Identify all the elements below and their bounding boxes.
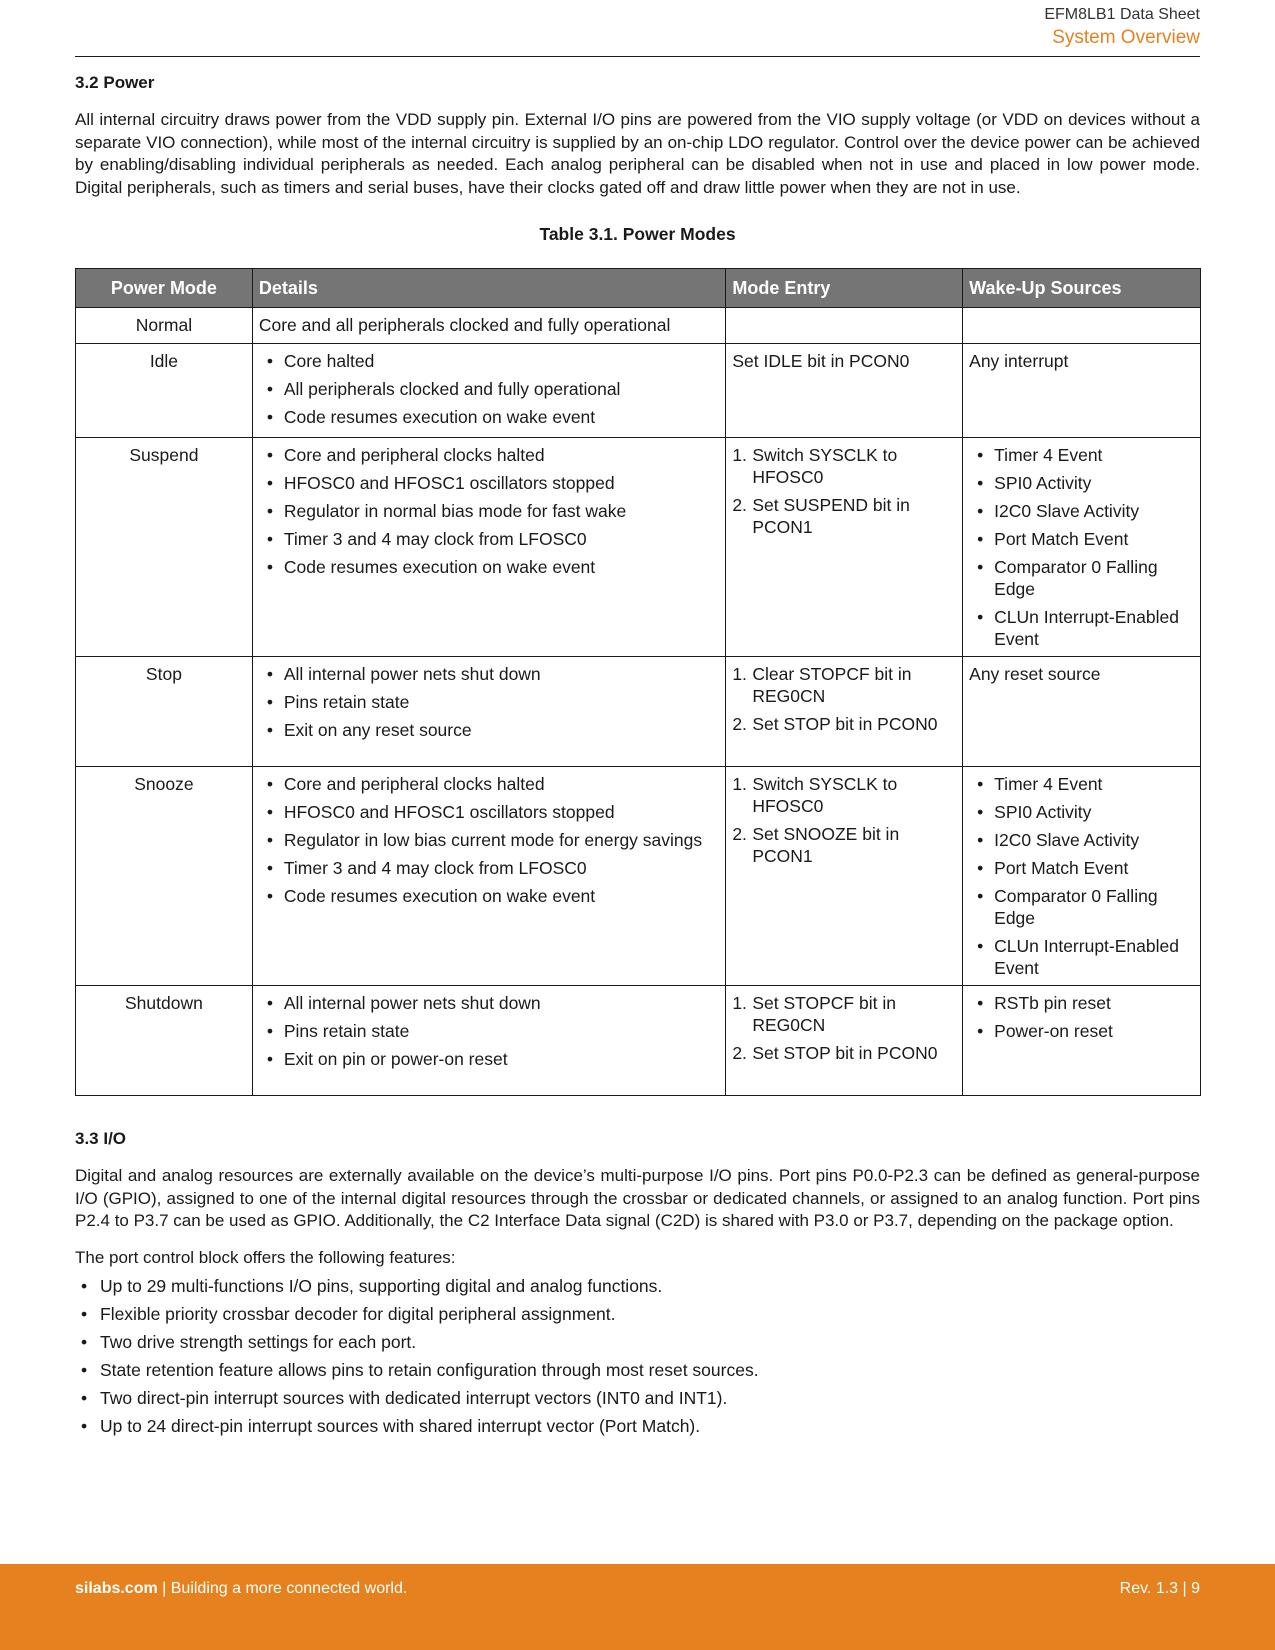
page-header bbox=[1044, 5, 1200, 50]
io-feature-list bbox=[75, 1275, 1200, 1437]
details-item: • Regulator in low bias current mode for energy savings bbox=[259, 829, 719, 851]
details-list bbox=[259, 444, 719, 578]
wake-up-item: • I2C0 Slave Activity bbox=[969, 829, 1194, 851]
table-row bbox=[76, 438, 1201, 657]
mode-entry-steps bbox=[732, 773, 956, 867]
wake-up-list bbox=[969, 992, 1194, 1042]
wake-up-item: • Timer 4 Event bbox=[969, 773, 1194, 795]
wake-up-item: • Comparator 0 Falling Edge bbox=[969, 885, 1194, 929]
details-item: • Timer 3 and 4 may clock from LFOSC0 bbox=[259, 528, 719, 550]
mode-entry-cell bbox=[726, 438, 963, 657]
table-row bbox=[76, 344, 1201, 438]
step-text: Set STOP bit in PCON0 bbox=[752, 714, 938, 734]
doc-title: EFM8LB1 Data Sheet bbox=[1044, 6, 1200, 23]
table-row bbox=[76, 986, 1201, 1096]
mode-entry-step bbox=[732, 773, 956, 817]
page-content bbox=[75, 72, 1200, 1443]
wake-up-cell bbox=[963, 344, 1201, 438]
wake-up-item: • SPI0 Activity bbox=[969, 472, 1194, 494]
mode-entry-step bbox=[732, 663, 956, 707]
table-caption: Table 3.1. Power Modes bbox=[539, 224, 736, 244]
io-heading: 3.3 I/O bbox=[75, 1129, 127, 1148]
table-row bbox=[76, 657, 1201, 767]
wake-up-item: • Timer 4 Event bbox=[969, 444, 1194, 466]
step-number: 2. bbox=[732, 824, 747, 844]
mode-entry-steps bbox=[732, 444, 956, 538]
wake-up-item: • Port Match Event bbox=[969, 857, 1194, 879]
wake-up-item: • SPI0 Activity bbox=[969, 801, 1194, 823]
power-mode-cell: Suspend bbox=[76, 438, 253, 657]
wake-up-item: • Comparator 0 Falling Edge bbox=[969, 556, 1194, 600]
details-cell bbox=[252, 344, 725, 438]
details-item: • Core halted bbox=[259, 350, 719, 372]
details-item: • All internal power nets shut down bbox=[259, 992, 719, 1014]
details-item: • Core and peripheral clocks halted bbox=[259, 444, 719, 466]
details-item: • Core and peripheral clocks halted bbox=[259, 773, 719, 795]
details-cell bbox=[252, 657, 725, 767]
power-mode-cell: Snooze bbox=[76, 767, 253, 986]
mode-entry-step bbox=[732, 1042, 956, 1064]
footer-left bbox=[75, 1580, 407, 1598]
wake-up-cell bbox=[963, 767, 1201, 986]
io-feature-item: • Two drive strength settings for each port. bbox=[75, 1331, 1200, 1353]
wake-up-cell bbox=[963, 308, 1201, 344]
io-feature-item: • Two direct-pin interrupt sources with dedicated interrupt vectors (INT0 and INT1). bbox=[75, 1387, 1200, 1409]
page-footer bbox=[0, 1564, 1275, 1650]
details-item: • Exit on any reset source bbox=[259, 719, 719, 741]
step-number: 1. bbox=[732, 664, 747, 684]
io-intro: The port control block offers the following features: bbox=[75, 1247, 456, 1267]
details-list bbox=[259, 773, 719, 907]
details-item: • Code resumes execution on wake event bbox=[259, 556, 719, 578]
wake-up-item: • RSTb pin reset bbox=[969, 992, 1194, 1014]
mode-entry-cell bbox=[726, 308, 963, 344]
step-text: Set STOPCF bit in REG0CN bbox=[752, 993, 896, 1035]
step-number: 1. bbox=[732, 445, 747, 465]
details-item: • Regulator in normal bias mode for fast wake bbox=[259, 500, 719, 522]
table-header-row bbox=[76, 269, 1201, 308]
details-item: • All peripherals clocked and fully operational bbox=[259, 378, 719, 400]
io-feature-item: • State retention feature allows pins to retain configuration through most reset sources. bbox=[75, 1359, 1200, 1381]
io-paragraph: Digital and analog resources are externally available on the device’s multi-purpose I/O pins. Port pins P0.0-P2.3 can be defined as general-purpose I/O (GPIO), assigned to one of the internal digital resources through the crossbar or dedicated channels, or assigned to an analog function. Port pins P2.4 to P3.7 can be used as GPIO. Additionally, the C2 Interface Data signal (C2D) is shared with P3.0 or P3.7, depending on the package option. bbox=[75, 1166, 1200, 1230]
details-cell bbox=[252, 767, 725, 986]
step-text: Set SUSPEND bit in PCON1 bbox=[752, 495, 910, 537]
step-number: 2. bbox=[732, 714, 747, 734]
power-mode-cell: Shutdown bbox=[76, 986, 253, 1096]
mode-entry-cell bbox=[726, 767, 963, 986]
step-text: Set SNOOZE bit in PCON1 bbox=[752, 824, 900, 866]
footer-separator: | bbox=[157, 1580, 171, 1597]
details-list bbox=[259, 350, 719, 428]
power-modes-table bbox=[75, 268, 1201, 1096]
details-cell bbox=[252, 986, 725, 1096]
section-title: System Overview bbox=[1052, 27, 1200, 48]
wake-up-cell bbox=[963, 657, 1201, 767]
column-header: Mode Entry bbox=[726, 269, 963, 308]
details-list bbox=[259, 992, 719, 1070]
mode-entry-step bbox=[732, 494, 956, 538]
mode-entry-step bbox=[732, 713, 956, 735]
details-text: Core and all peripherals clocked and fully operational bbox=[258, 315, 671, 335]
wake-up-cell bbox=[963, 986, 1201, 1096]
step-text: Switch SYSCLK to HFOSC0 bbox=[752, 445, 898, 487]
footer-revision: Rev. 1.3 | 9 bbox=[1119, 1580, 1200, 1597]
wake-up-list bbox=[969, 773, 1194, 979]
details-cell bbox=[252, 308, 725, 344]
column-header: Wake-Up Sources bbox=[963, 269, 1201, 308]
details-list bbox=[259, 663, 719, 741]
power-mode-cell: Normal bbox=[76, 308, 253, 344]
details-item: • HFOSC0 and HFOSC1 oscillators stopped bbox=[259, 472, 719, 494]
mode-entry-step bbox=[732, 992, 956, 1036]
details-item: • HFOSC0 and HFOSC1 oscillators stopped bbox=[259, 801, 719, 823]
wake-up-item: • CLUn Interrupt-Enabled Event bbox=[969, 935, 1194, 979]
power-heading: 3.2 Power bbox=[75, 73, 155, 92]
step-number: 2. bbox=[732, 1043, 747, 1063]
table-row bbox=[76, 308, 1201, 344]
details-item: • Pins retain state bbox=[259, 1020, 719, 1042]
details-item: • Code resumes execution on wake event bbox=[259, 885, 719, 907]
mode-entry-step bbox=[732, 444, 956, 488]
power-mode-cell: Idle bbox=[76, 344, 253, 438]
details-item: • Timer 3 and 4 may clock from LFOSC0 bbox=[259, 857, 719, 879]
mode-entry-cell bbox=[726, 986, 963, 1096]
wake-up-list bbox=[969, 444, 1194, 650]
mode-entry-steps bbox=[732, 992, 956, 1064]
step-text: Set STOP bit in PCON0 bbox=[752, 1043, 938, 1063]
wake-up-item: • Port Match Event bbox=[969, 528, 1194, 550]
details-item: • All internal power nets shut down bbox=[259, 663, 719, 685]
wake-up-cell bbox=[963, 438, 1201, 657]
wake-up-item: • CLUn Interrupt-Enabled Event bbox=[969, 606, 1194, 650]
wake-up-item: • Power-on reset bbox=[969, 1020, 1194, 1042]
table-row bbox=[76, 767, 1201, 986]
mode-entry-text: Set IDLE bit in PCON0 bbox=[732, 351, 910, 371]
details-cell bbox=[252, 438, 725, 657]
mode-entry-cell bbox=[726, 344, 963, 438]
footer-site-link[interactable]: silabs.com bbox=[75, 1580, 158, 1597]
wake-up-text: Any interrupt bbox=[969, 351, 1069, 371]
step-number: 1. bbox=[732, 774, 747, 794]
details-item: • Exit on pin or power-on reset bbox=[259, 1048, 719, 1070]
io-feature-item: • Up to 24 direct-pin interrupt sources with shared interrupt vector (Port Match). bbox=[75, 1415, 1200, 1437]
header-rule bbox=[75, 56, 1200, 57]
details-item: • Code resumes execution on wake event bbox=[259, 406, 719, 428]
mode-entry-cell bbox=[726, 657, 963, 767]
details-item: • Pins retain state bbox=[259, 691, 719, 713]
column-header: Power Mode bbox=[76, 269, 253, 308]
wake-up-item: • I2C0 Slave Activity bbox=[969, 500, 1194, 522]
wake-up-text: Any reset source bbox=[969, 664, 1101, 684]
power-mode-cell: Stop bbox=[76, 657, 253, 767]
mode-entry-step bbox=[732, 823, 956, 867]
column-header: Details bbox=[252, 269, 725, 308]
io-feature-item: • Up to 29 multi-functions I/O pins, supporting digital and analog functions. bbox=[75, 1275, 1200, 1297]
mode-entry-steps bbox=[732, 663, 956, 735]
power-paragraph: All internal circuitry draws power from the VDD supply pin. External I/O pins are powered from the VIO supply voltage (or VDD on devices without a separate VIO connection), while most of the internal circuitry is supplied by an on-chip LDO regulator. Control over the device power can be achieved by enabling/disabling individual peripherals as needed. Each analog peripheral can be disabled when not in use and placed in low power mode. Digital peripherals, such as timers and serial buses, have their clocks gated off and draw little power when they are not in use. bbox=[75, 110, 1200, 197]
step-number: 2. bbox=[732, 495, 747, 515]
step-text: Switch SYSCLK to HFOSC0 bbox=[752, 774, 898, 816]
step-number: 1. bbox=[732, 993, 747, 1013]
footer-tagline: Building a more connected world. bbox=[170, 1580, 408, 1597]
step-text: Clear STOPCF bit in REG0CN bbox=[752, 664, 912, 706]
io-feature-item: • Flexible priority crossbar decoder for digital peripheral assignment. bbox=[75, 1303, 1200, 1325]
